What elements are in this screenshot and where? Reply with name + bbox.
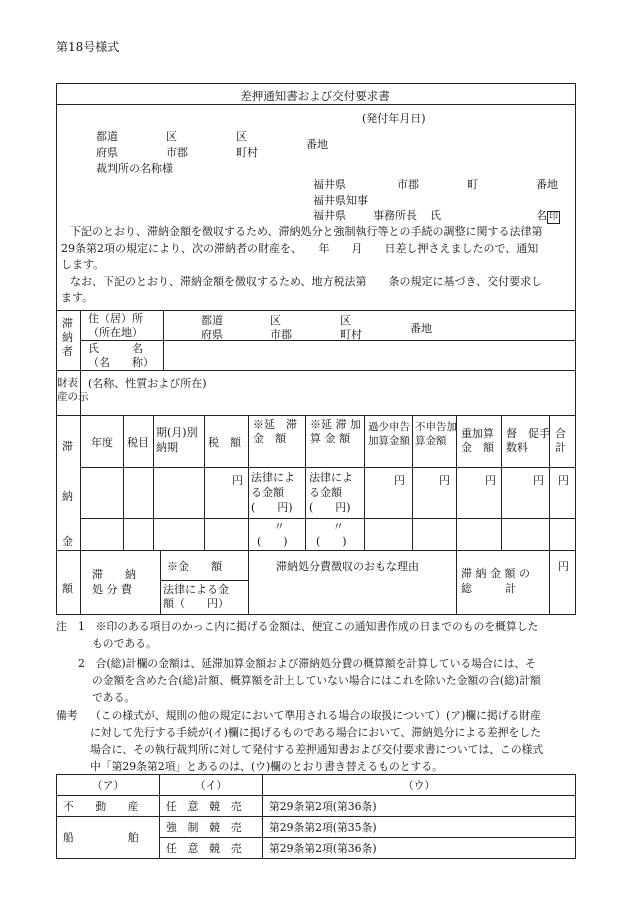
yen-mark: 円 [394,474,405,487]
yen-mark: 円 [533,474,544,487]
header-fushinkoku: 不申告加算金額 [415,421,457,447]
sender-mei: 名 印 [536,209,558,222]
property-label: 財表 産の示 [57,377,89,403]
debtor-label: 滞 納 者 [62,317,73,358]
arrears-side-label: 滞 [62,440,73,453]
arrears-side-label: 額 [62,582,73,595]
header-kibetsu: 期(月)別納期 [156,426,198,454]
table-row [57,775,576,796]
table-cell: 第29条第2項(第35条) [263,817,576,838]
addressee-fuken: 府県 [96,146,118,159]
table-header: （イ） [160,775,263,796]
header-kasho: 過少申告加算金額 [368,421,410,447]
table-cell: 船 舶 [57,817,160,859]
yen-mark: 円 [485,474,496,487]
estimate-label: ※金 額 [167,560,222,573]
body-line: します。 [61,258,105,271]
body-line: 下記のとおり、滞納金額を徴収するため、滞納処分と強制執行等との手続の調整に関する法律第 [70,225,543,238]
yen-mark: 円 [232,474,243,487]
form-title: 差押通知書および交付要求書 [240,89,390,103]
fee-label: 滞 納 処 分 費 [92,568,136,596]
table-cell: 任 意 競 売 [160,838,263,859]
body-line: なお、下記のとおり、滞納金額を徴収するため、地方税法第 条の規定に基づき、交付要求し [70,275,543,288]
remarks-line: に対して先行する手続が(イ)欄に掲げるものである場合において、滞納処分による差押をした [90,726,541,739]
debtor-banchi: 番地 [410,322,432,335]
name-label: 氏 名 （名 称） [88,342,154,369]
header-gokei: 合計 [555,427,566,454]
ditto-entai: 〃 ( ) [257,520,288,548]
table-cell: 第29条第2項(第36条) [263,838,576,859]
fee-reason-label: 滞納処分費徴収のおもな理由 [276,560,419,573]
legal-amount-fee: 法律による金 額（ 円） [163,583,229,610]
header-zeigaku: 税 額 [208,436,241,449]
addressee-shigun: 市郡 [166,146,188,159]
table-cell: 第29条第2項(第36条) [263,796,576,817]
table-header: （ア） [57,775,160,796]
header-zeimoku: 税目 [127,436,149,449]
addressee-ku2: 区 [236,130,247,143]
debtor-ku2: 区 [340,314,351,327]
court-name: 裁判所の名称様 [96,162,173,175]
arrears-side-label: 納 [62,490,73,503]
yen-mark: 円 [439,474,450,487]
debtor-chouson: 町村 [340,328,362,341]
body-line: ます。 [61,291,94,304]
address-label: 住（居）所 （所在地） [88,312,143,339]
yen-mark: 円 [558,474,569,487]
debtor-fuken: 府県 [201,328,223,341]
total-label: 滞 納 金 額 の 総 計 [461,567,530,595]
remarks-label: 備考 [56,709,78,722]
note-line: である。 [92,691,136,704]
table-row [57,796,576,817]
addressee-chouson: 町村 [236,146,258,159]
addressee-ku1: 区 [166,130,177,143]
seal-icon: 印 [548,212,558,222]
table-header: （ウ） [263,775,576,796]
ditto-kasan: 〃 ( ) [316,520,347,548]
sender-machi: 町 [467,178,478,191]
legal-amount-kasan: 法律による金額 ( 円) [309,471,353,514]
remarks-line: （この様式が、規則の他の規定において準用される場合の取扱について）(ア)欄に掲げる財産 [90,709,541,722]
sender-pref: 福井県 [313,178,346,191]
table-cell: 不 動 産 [57,796,160,817]
sender-pref2: 福井県 [313,209,346,222]
sender-governor: 福井県知事 [313,194,368,207]
rewrite-table [56,774,576,859]
table-cell: 強 制 競 売 [160,817,263,838]
header-entai-kin: ※延 滞金 額 [253,418,297,445]
yen-mark-total: 円 [558,560,569,573]
legal-amount-entai: 法律による金額 ( 円) [251,471,295,514]
note-line: 2 合(総)計欄の金額は、延滞加算金額および滞納処分費の概算額を計算している場合には、そ [78,657,536,670]
header-entai-kasan: ※延 滞 加算 金 額 [310,418,361,445]
note-line: ものである。 [92,637,157,650]
debtor-todo: 都道 [201,314,223,327]
remarks-line: 場合に、その執行裁判所に対して発付する差押通知書および交付要求書については、この様式 [90,743,544,756]
header-jukasan: 重加算金 額 [461,427,494,454]
sender-shi: 氏 [430,209,441,222]
addressee-todo: 都道 [96,130,118,143]
property-description: (名称、性質および所在) [88,377,207,390]
form-number: 第18号様式 [56,40,120,54]
table-cell: 任 意 競 売 [160,796,263,817]
note-line: 1 ※印のある項目のかっこ内に掲げる金額は、便宜この通知書作成の日までのものを概算した [78,620,539,633]
notes-label: 注 [56,620,67,633]
sender-office-head: 事務所長 [373,209,417,222]
sender-shigun: 市郡 [397,178,419,191]
addressee-banchi: 番地 [306,138,328,151]
header-nendo: 年度 [91,436,113,449]
issue-date: (発付年月日) [362,112,426,125]
debtor-ku1: 区 [270,314,281,327]
table-row [57,817,576,838]
debtor-shigun: 市郡 [270,328,292,341]
header-tokusoku: 督 促手数料 [506,427,550,454]
body-line: 29条第2項の規定により、次の滞納者の財産を、 年 月 日差し押さえましたので、通知 [61,242,539,255]
arrears-side-label: 金 [62,535,73,548]
sender-banchi: 番地 [536,178,558,191]
remarks-line: 中「第29条第2項」とあるのは、(ウ)欄のとおり書き替えるものとする。 [90,760,443,773]
note-line: の金額を含めた合(総)計額、概算額を計上していない場合にはこれを除いた金額の合(総)計額 [92,674,541,687]
